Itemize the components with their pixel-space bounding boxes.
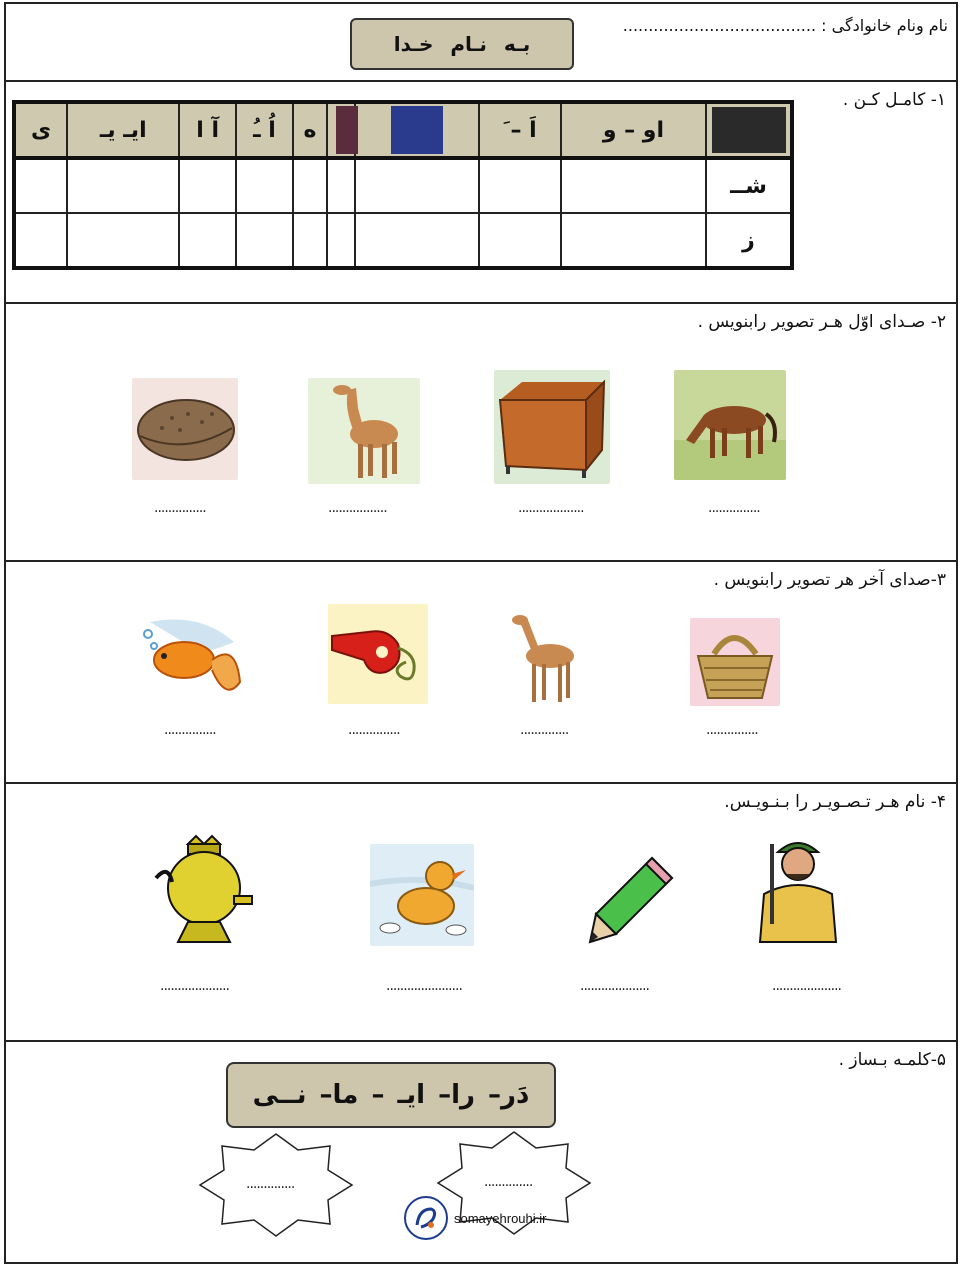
answer-cell[interactable] [479, 158, 561, 213]
worksheet-page [4, 2, 958, 1264]
answer-cell[interactable] [327, 158, 355, 213]
question-4-title: ۴- نام هـر تـصـویـر را بـنـویـس. [724, 792, 946, 812]
answer-cell[interactable] [179, 158, 236, 213]
soldier-picture [748, 834, 844, 946]
answer-cell[interactable] [179, 213, 236, 268]
header-section [6, 4, 956, 82]
answer-cell[interactable] [293, 213, 327, 268]
answer-cell[interactable] [14, 213, 67, 268]
answer-dots[interactable]: ................... [518, 500, 584, 516]
answer-dots[interactable]: .............. [520, 722, 569, 738]
pencil-picture [586, 854, 678, 946]
table-header-cell [355, 102, 479, 158]
answer-cell[interactable] [293, 158, 327, 213]
answer-cell[interactable] [14, 158, 67, 213]
answer-dots[interactable]: ............... [154, 500, 206, 516]
question-2-title: ۲- صـدای اوّل هـر تصویر رابنویس . [697, 312, 946, 332]
table-header-cell: اُ ـُ [236, 102, 293, 158]
answer-cell[interactable] [561, 213, 706, 268]
table-row [14, 158, 792, 213]
row-label: ز [706, 213, 792, 268]
answer-dots[interactable]: .................... [772, 978, 842, 994]
question-4-section [6, 784, 956, 1042]
syllable-box: دَر– را– ایـ – ما– نــی [226, 1062, 556, 1128]
answer-dots[interactable]: ............... [706, 722, 758, 738]
answer-cell[interactable] [67, 158, 179, 213]
answer-dots[interactable]: .............. [484, 1174, 533, 1190]
answer-dots[interactable]: ............... [708, 500, 760, 516]
question-5-title: ۵-کلمـه بـساز . [838, 1050, 946, 1070]
name-line [623, 16, 948, 35]
samovar-picture [148, 834, 256, 952]
site-logo [404, 1196, 547, 1240]
answer-cell[interactable] [327, 213, 355, 268]
basket-picture [690, 618, 780, 706]
answer-dots[interactable]: ...................... [386, 978, 462, 994]
whistle-picture [328, 604, 428, 704]
name-label: نام ونام خانوادگی : [821, 16, 948, 35]
table-corner-cell [706, 102, 792, 158]
question-3-section [6, 562, 956, 784]
answer-dots[interactable]: .............. [246, 1176, 295, 1192]
table-header-cell: او – و [561, 102, 706, 158]
table-header-cell: ایـ یـ [67, 102, 179, 158]
answer-cell[interactable] [355, 213, 479, 268]
table-header-cell: آ ا [179, 102, 236, 158]
goldfish-picture [140, 612, 244, 708]
answer-cell[interactable] [479, 213, 561, 268]
answer-dots[interactable]: ................. [328, 500, 387, 516]
logo-icon [404, 1196, 448, 1240]
question-3-title: ۳-صدای آخر هر تصویر رابنویس . [713, 570, 946, 590]
duckling-picture [370, 844, 474, 946]
table-header-cell: ه [293, 102, 327, 158]
box-picture [494, 370, 610, 484]
row-label: شــ [706, 158, 792, 213]
question-1-section [6, 82, 956, 304]
answer-cell[interactable] [236, 213, 293, 268]
answer-dots[interactable]: ............... [164, 722, 216, 738]
answer-dots[interactable]: .................... [160, 978, 230, 994]
answer-cell[interactable] [67, 213, 179, 268]
table-header-row [14, 102, 792, 158]
camel-picture [308, 378, 420, 484]
table-header-cell: ی [14, 102, 67, 158]
table-header-cell: اَ – َ [479, 102, 561, 158]
name-dots[interactable]: ...................................... [622, 16, 817, 35]
site-url[interactable]: somayehrouhi.ir [454, 1210, 547, 1226]
table-row [14, 213, 792, 268]
answer-dots[interactable]: .................... [580, 978, 650, 994]
question-1-title: ۱- کامـل کـن . [842, 90, 946, 110]
answer-cell[interactable] [236, 158, 293, 213]
letter-table [12, 100, 794, 270]
page-title: بـه نـام خـدا [350, 18, 574, 70]
table-header-cell [327, 102, 355, 158]
answer-cell[interactable] [561, 158, 706, 213]
horse-picture [674, 370, 786, 480]
deer-picture [504, 602, 590, 708]
answer-cell[interactable] [355, 158, 479, 213]
almond-picture [132, 378, 238, 480]
question-2-section [6, 304, 956, 562]
answer-dots[interactable]: ............... [348, 722, 400, 738]
